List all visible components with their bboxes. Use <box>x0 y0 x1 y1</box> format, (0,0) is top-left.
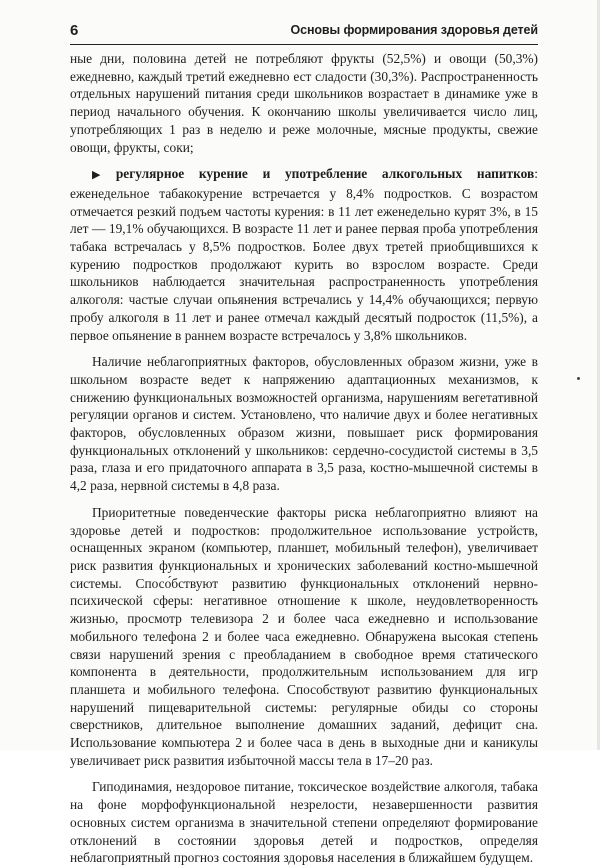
paragraph-behavioral-factors: Приоритетные поведенческие факторы риска неблагоприятно влияют на здоровье детей и подростков: продолжительное использование устройств, оснащенных экраном (компьютер, планшет, мобильный телефон), увеличивает риск развития функциональных и хронических заболеваний костно-мышечной системы. Спосо́бствуют развитию функциональных отклонений нервно-психической сферы: негативное отношение к школе, неудовлетворенность жизнью, просмотр телевизора 2 и более часа ежедневно и использование мобильного телефона 2 и более часа ежедневно. Обнаружена высокая степень связи нарушений зрения с преобладанием в свободное время статического компонента в деятельности, продолжительным использованием для игр планшета и мобильного телефона. Способствуют развитию функциональных нарушений пищеварительной системы: регулярные обиды со стороны сверстников, длительное выполнение домашних заданий, дефицит сна. Использование компьютера 2 и более часа в день в выходные дни и каникулы увеличивает риск развития избыточной массы тела в 17–20 раз. <box>70 504 538 768</box>
header-rule <box>70 44 538 45</box>
body-text <box>70 50 538 867</box>
page-header <box>70 22 538 42</box>
page-number: 6 <box>70 22 79 39</box>
paragraph-bullet-smoking-alcohol <box>70 165 538 344</box>
paragraph-continuation: ные дни, половина детей не потребляют фрукты (52,5%) и овощи (50,3%) ежедневно, каждый третий ежедневно ест сладости (30,3%). Распространенность отдельных нарушений питания среди школьников возрастает в динамике уже в период начального обучения. К окончанию школы увеличивается число лиц, употребляющих 1 раз в неделю и реже молочные, мясные продукты, свежие овощи, фрукты, соки; <box>70 51 538 155</box>
bullet-triangle-icon: ▶ <box>92 169 112 182</box>
bullet-text: : еженедельное табакокурение встречается у 8,4% подростков. С возрастом отмечается резкий подъем частоты курения: в 11 лет еженедельно курят 3%, в 15 лет — 19,1% обучающихся. В возрасте 11 лет и ранее первая проба употребления табака встречалась у 8,5% подростков. Более двух третей приобщившихся к курению подростков продолжают курить во взрослом возрасте. Среди школьников наблюдается значительная распространенность употребления алкоголя: частые случаи опьянения встречались у 14,4% обучающихся; первую пробу алкоголя в 11 лет и ранее отмечал каждый десятый подросток (11,5%), а первое опьянение в раннем возрасте встречалось у 3,8% школьников. <box>70 166 538 343</box>
bullet-heading: регулярное курение и употребление алкогольных напитков <box>115 166 535 182</box>
margin-dot <box>577 377 580 380</box>
paragraph-risk-factors: Наличие неблагоприятных факторов, обусловленных образом жизни, уже в школьном возрасте ведет к напряжению адаптационных механизмов, к снижению функциональных возможностей организма, нарушениям вегетативной регуляции органов и систем. Установлено, что наличие двух и более негативных факторов, обусловленных образом жизни, повышает риск формирования функциональных отклонений у школьников: сердечно-сосудистой системы в 3,5 раза, глаза и его придаточного аппарата в 3,5 раза, костно-мышечной системы в 4,2 раза, нервной системы в 4,8 раза. <box>70 354 538 494</box>
paragraph-conclusion: Гиподинамия, нездоровое питание, токсическое воздействие алкоголя, табака на фоне морфофункциональной незрелости, незавершенности развития основных систем организма в значительной степени определяют формирование отклонений в состоянии здоровья детей и подростков, определяя неблагоприятный прогноз состояния здоровья населения в ближайшем будущем. <box>70 779 538 866</box>
running-title: Основы формирования здоровья детей <box>290 23 538 37</box>
